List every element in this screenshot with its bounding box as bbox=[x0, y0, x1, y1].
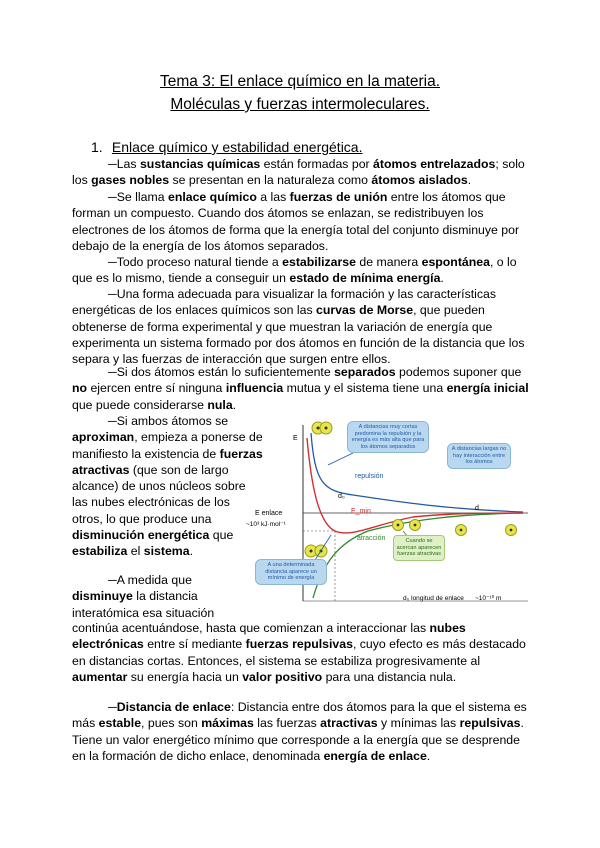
note-minimum: A una determinada distancia aparece un mínimo de energía bbox=[255, 559, 327, 585]
text-run: , que pueden obtenerse de forma experimental y que muestran la variación de energía que experimenta un sistema formado por dos átomos en función de la distancia que los separa y las fuerzas de interacción que surgen entre ellos. bbox=[72, 303, 525, 367]
text-run: a las bbox=[256, 190, 290, 204]
text-run: están formadas por bbox=[260, 157, 374, 171]
enlace-label: E enlace bbox=[255, 510, 283, 517]
paragraph-6 bbox=[72, 413, 264, 560]
bold-text: aumentar bbox=[72, 669, 128, 684]
emin-label: E_min bbox=[351, 508, 371, 515]
bold-text: disminución energética bbox=[72, 528, 210, 543]
paragraph-7-continued bbox=[72, 620, 532, 685]
bold-text: nula bbox=[207, 397, 233, 412]
text-run: . bbox=[467, 173, 472, 188]
text-run: . bbox=[232, 397, 237, 412]
text-run: de manera bbox=[355, 255, 422, 269]
enlace-units: ~10³ kJ·mol⁻¹ bbox=[246, 521, 286, 528]
text-run: las fuerzas bbox=[253, 716, 321, 731]
paragraph-7 bbox=[72, 572, 252, 621]
text-run: , cuyo efecto es más destacado en distancias cortas. Entonces, el sistema se estabiliza progresivamente al bbox=[72, 637, 526, 668]
paragraph-3 bbox=[72, 254, 532, 287]
text-run: ─Si ambos átomos se bbox=[108, 414, 229, 428]
note-short-distance: A distancias muy cortas predomina la repulsión y la energía es más alta que para los átomos separados bbox=[347, 421, 429, 453]
text-run: podemos suponer que bbox=[395, 365, 522, 379]
text-run: ─A medida que bbox=[108, 573, 192, 587]
paragraph-2 bbox=[72, 189, 532, 254]
bold-text: influencia bbox=[225, 381, 284, 396]
text-run: (que son de largo alcance) de unos núcleos sobre las nubes electrónicas de los otros, lo que produce una bbox=[72, 462, 246, 526]
x-axis-label: d₀ longitud de enlace bbox=[403, 595, 464, 602]
bold-text: sistema bbox=[143, 544, 190, 559]
bold-text: átomos aislados bbox=[371, 173, 468, 188]
bold-text: valor positivo bbox=[242, 669, 323, 684]
x-axis-units: ~10⁻¹⁰ m bbox=[475, 595, 502, 602]
text-run: la distancia interatómica esa situación bbox=[72, 589, 215, 620]
bold-text: estado de mínima energía bbox=[289, 271, 441, 286]
text-run: ─Todo proceso natural tiende a bbox=[108, 255, 283, 269]
note-attraction: Cuando se acercan aparecen fuerzas atractivas bbox=[393, 535, 445, 561]
title-line-2: Moléculas y fuerzas intermoleculares. bbox=[170, 96, 430, 113]
atom-pair-far bbox=[456, 525, 517, 536]
bold-text: máximas bbox=[201, 716, 254, 731]
bold-text: espontánea bbox=[421, 255, 490, 269]
paragraph-1 bbox=[72, 156, 532, 189]
text-run: entre los átomos que forman un compuesto. Cuando dos átomos se enlazan, se redistribuyen los electrones de los átomos de forma que la energía total del conjunto disminuye por debajo de la energía de los átomos separados. bbox=[72, 190, 520, 253]
text-run: ─Se llama bbox=[108, 190, 168, 204]
title-line-1: Tema 3: El enlace químico en la materia. bbox=[160, 73, 440, 90]
note-long-distance: A distancias largas no hay interacción entre los átomos bbox=[447, 443, 511, 469]
bold-text: fuerzas repulsivas bbox=[245, 637, 353, 652]
text-run: continúa acentuándose, hasta que comienzan a interaccionar las bbox=[72, 621, 430, 635]
text-run: su energía hacia un bbox=[127, 669, 243, 684]
d-label: d bbox=[475, 505, 479, 512]
bold-text: fuerzas atractivas bbox=[72, 446, 263, 477]
bold-text: gases nobles bbox=[91, 173, 170, 188]
atom-pair-middle bbox=[393, 520, 421, 531]
bold-text: nubes electrónicas bbox=[72, 621, 466, 652]
text-run: entre sí mediante bbox=[143, 637, 246, 652]
paragraph-8 bbox=[72, 699, 532, 764]
paragraph-4 bbox=[72, 286, 532, 367]
bold-text: aproximan bbox=[72, 430, 135, 445]
repulsion-label: repulsión bbox=[355, 473, 384, 480]
text-run: : Distancia entre dos átomos para la que el sistema es más bbox=[72, 700, 527, 731]
text-run: que puede considerarse bbox=[72, 397, 208, 412]
text-run: que bbox=[209, 528, 234, 543]
paragraph-5 bbox=[72, 364, 532, 413]
text-run: para una distancia nula. bbox=[322, 669, 457, 684]
bold-text: estable bbox=[98, 716, 142, 731]
bold-text: átomos entrelazados bbox=[373, 157, 496, 171]
bold-text: enlace químico bbox=[167, 190, 257, 204]
bold-text: energía inicial bbox=[446, 381, 529, 396]
text-run: ─ bbox=[108, 700, 117, 714]
text-run: . Tiene un valor energético mínimo que corresponde a la energía que se desprende en la formación de dicho enlace, denominada bbox=[72, 716, 524, 763]
bold-text: estabiliza bbox=[72, 544, 128, 559]
text-run: el bbox=[127, 544, 144, 559]
bold-text: disminuye bbox=[72, 589, 133, 604]
text-run: ─Las bbox=[108, 157, 140, 171]
pointer-repulsion bbox=[328, 453, 353, 465]
bold-text: sustancias químicas bbox=[139, 157, 261, 171]
text-run: se presentan en la naturaleza como bbox=[169, 173, 372, 188]
bold-text: fuerzas de unión bbox=[289, 190, 388, 204]
section-title: Enlace químico y estabilidad energética. bbox=[111, 139, 363, 155]
bold-text: repulsivas bbox=[459, 716, 521, 731]
bold-text: curvas de Morse bbox=[316, 303, 414, 318]
text-run: ─Una forma adecuada para visualizar la formación y las características energéticas de los enlaces químicos son las bbox=[72, 287, 497, 318]
bold-text: energía de enlace bbox=[323, 748, 427, 763]
text-run: , pues son bbox=[141, 716, 202, 731]
text-run: , o lo que es lo mismo, tiende a conseguir un bbox=[72, 255, 517, 286]
text-run: ─Si dos átomos están lo suficientemente bbox=[108, 365, 335, 379]
morse-curve-figure bbox=[243, 413, 533, 613]
text-run: y mínimas las bbox=[377, 716, 460, 731]
axis-e-label: E bbox=[293, 435, 298, 442]
bold-text: atractivas bbox=[320, 716, 378, 731]
section-heading bbox=[91, 139, 362, 155]
section-number: 1. bbox=[91, 139, 103, 155]
text-run: mutua y el sistema tiene una bbox=[283, 381, 447, 396]
bold-text: no bbox=[72, 381, 88, 396]
text-run: ; solo los bbox=[72, 157, 525, 188]
bold-text: Distancia de enlace bbox=[116, 700, 231, 714]
text-run: . bbox=[426, 748, 431, 763]
text-run: . bbox=[189, 544, 194, 559]
text-run: , empieza a ponerse de manifiesto la existencia de bbox=[72, 430, 263, 461]
bold-text: estabilizarse bbox=[282, 255, 356, 269]
text-run: . bbox=[440, 271, 444, 286]
atom-pair-close bbox=[312, 422, 332, 434]
attraction-label: atracción bbox=[357, 535, 386, 542]
bold-text: separados bbox=[334, 365, 396, 379]
d0-label: d₀ bbox=[338, 493, 345, 500]
text-run: ejercen entre sí ninguna bbox=[87, 381, 226, 396]
